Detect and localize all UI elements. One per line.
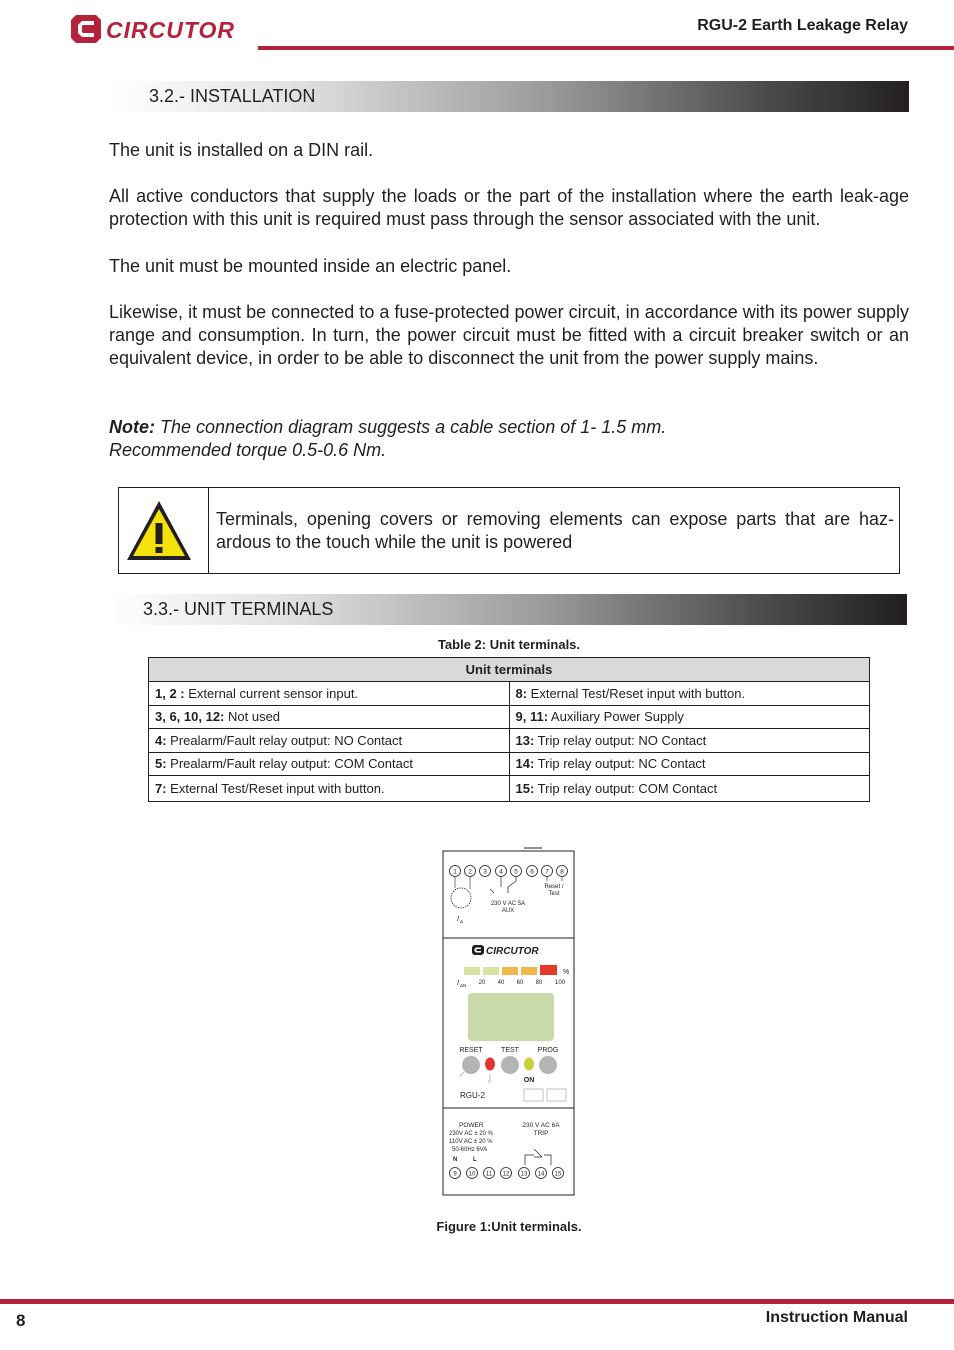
warning-text: Terminals, opening covers or removing elements can expose parts that are haz-ardous to the touch while the unit is powered <box>216 509 894 552</box>
relay-label-2: AUX <box>501 908 515 914</box>
note-label: Note: <box>109 417 155 437</box>
table-cell <box>149 752 510 776</box>
terminal-number: 13 <box>520 1171 528 1178</box>
table-row <box>149 705 870 729</box>
bargraph-scale: 80 <box>535 980 543 986</box>
terminal-number: 5 <box>514 868 518 876</box>
terminal-desc: Prealarm/Fault relay output: NO Contact <box>166 732 403 748</box>
terminal-number: 9 <box>453 1171 457 1178</box>
table-caption: Table 2: Unit terminals. <box>437 637 581 652</box>
terminal-desc: Auxiliary Power Supply <box>548 709 684 725</box>
bargraph-percent: % <box>563 969 570 976</box>
power-spec-2: 110V AC ± 20 % <box>449 1139 493 1145</box>
circutor-logo-text: CIRCUTOR <box>106 17 235 43</box>
lcd-display <box>468 993 554 1041</box>
terminal-number: 14 <box>537 1171 545 1178</box>
terminal-number: 7 <box>545 868 549 876</box>
power-label: POWER <box>459 1122 484 1129</box>
terminal-key: 4: <box>155 732 167 748</box>
reset-button <box>462 1056 480 1074</box>
table-row <box>149 776 870 802</box>
terminal-number: 6 <box>530 868 534 876</box>
model-label: RGU-2 <box>460 1091 485 1100</box>
section-heading-terminals-text: 3.3.- UNIT TERMINALS <box>143 599 334 619</box>
note-line-2: Recommended torque 0.5-0.6 Nm. <box>109 440 387 460</box>
terminal-key: 8: <box>515 685 528 701</box>
circutor-logo-mark <box>71 15 101 43</box>
terminal-key: 13: <box>515 732 535 748</box>
reset-label-1: Reset / <box>544 884 564 890</box>
table-cell <box>509 729 870 753</box>
unit-terminals-figure <box>430 843 590 1199</box>
terminal-key: 9, 11: <box>515 709 549 725</box>
installation-paragraph-1: The unit is installed on a DIN rail. <box>109 140 374 160</box>
trip-relay-label-1: 230 V AC 6A <box>522 1122 560 1129</box>
terminal-number: 10 <box>468 1171 476 1178</box>
terminal-key: 14: <box>515 756 535 772</box>
warning-triangle-icon <box>125 498 193 564</box>
reset-label-2: Test <box>548 891 560 897</box>
prog-button <box>539 1056 557 1074</box>
page-number: 8 <box>16 1311 26 1330</box>
terminal-desc: Trip relay output: NC Contact <box>534 756 706 772</box>
unit-terminals-table <box>148 657 870 802</box>
bargraph-ian-label: I <box>457 980 459 987</box>
bargraph-scale: 100 <box>554 980 566 986</box>
installation-paragraph-3: The unit must be mounted inside an electric panel. <box>109 256 512 276</box>
table-row <box>149 752 870 776</box>
terminal-number: 2 <box>468 868 472 876</box>
prog-button-label: PROG <box>537 1047 559 1054</box>
trip-led <box>485 1058 495 1071</box>
terminal-desc: External current sensor input. <box>184 685 359 701</box>
terminal-key: 1, 2 : <box>155 685 185 701</box>
bargraph-scale: 40 <box>497 980 505 986</box>
terminal-number: 4 <box>499 868 503 876</box>
bargraph-led <box>464 967 480 975</box>
section-heading-installation <box>109 81 909 112</box>
terminal-number: 8 <box>560 868 564 876</box>
reset-button-label: RESET <box>459 1047 483 1054</box>
bargraph-scale: 20 <box>478 980 486 986</box>
table-cell <box>149 776 510 802</box>
warning-box <box>118 487 900 574</box>
terminal-desc: Prealarm/Fault relay output: COM Contact <box>166 756 413 772</box>
circutor-logo <box>70 12 250 46</box>
terminal-desc: External Test/Reset input with button. <box>166 781 385 796</box>
terminal-number: 12 <box>502 1171 510 1178</box>
footer-rule <box>0 1299 954 1304</box>
terminal-number: 11 <box>485 1171 493 1178</box>
footer-title: Instruction Manual <box>765 1309 908 1326</box>
neutral-label: N <box>453 1157 458 1163</box>
sensor-i-label: I <box>457 916 459 923</box>
table-cell <box>509 705 870 729</box>
terminal-desc: Not used <box>224 709 281 725</box>
table-header-row <box>149 658 870 682</box>
bargraph-ian-sub: ΔN <box>460 983 467 988</box>
terminal-number: 1 <box>453 868 457 876</box>
terminal-key: 15: <box>515 781 535 796</box>
table-header-cell: Unit terminals <box>149 658 870 682</box>
table-row <box>149 729 870 753</box>
table-cell <box>149 705 510 729</box>
terminal-number: 15 <box>554 1171 562 1178</box>
table-cell <box>149 682 510 706</box>
line-label: L <box>473 1157 477 1163</box>
bargraph-led <box>483 967 499 975</box>
terminal-key: 7: <box>155 781 167 796</box>
table-cell <box>509 776 870 802</box>
installation-note <box>109 416 909 462</box>
terminal-desc: External Test/Reset input with button. <box>527 685 746 701</box>
sensor-i-sub: Δ <box>460 919 464 924</box>
warning-icon-cell <box>119 488 209 573</box>
installation-paragraph-2: All active conductors that supply the loads or the part of the installation where the earth leak-age protection with this unit is required must pass through the sensor associated with the unit. <box>109 186 909 229</box>
device-logo-text: CIRCUTOR <box>486 946 539 957</box>
trip-relay-label-2: TRIP <box>533 1130 549 1137</box>
header-title: RGU-2 Earth Leakage Relay <box>697 17 908 34</box>
terminal-key: 5: <box>155 756 167 772</box>
terminal-desc: Trip relay output: NO Contact <box>534 732 707 748</box>
terminal-number: 3 <box>483 868 487 876</box>
on-led <box>524 1058 534 1071</box>
relay-label-1: 230 V AC 5A <box>490 901 526 907</box>
figure-caption: Figure 1:Unit terminals. <box>436 1219 582 1234</box>
terminal-desc: Trip relay output: COM Contact <box>534 781 718 796</box>
table-cell <box>509 752 870 776</box>
bargraph-scale: 60 <box>516 980 524 986</box>
test-button-label: TEST <box>501 1047 519 1054</box>
table-cell <box>509 682 870 706</box>
on-label: ON <box>523 1077 535 1084</box>
bargraph-led <box>521 967 537 975</box>
table-row <box>149 682 870 706</box>
table-cell <box>149 729 510 753</box>
power-spec-1: 230V AC ± 20 % <box>449 1131 493 1137</box>
terminal-key: 3, 6, 10, 12: <box>155 709 225 725</box>
bargraph-led <box>502 967 518 975</box>
test-button <box>501 1056 519 1074</box>
installation-paragraph-4: Likewise, it must be connected to a fuse-protected power circuit, in accordance with its power supply range and consumption. In turn, the power circuit must be fitted with a circuit breaker switch or an equivalent device, in order to be able to disconnect the unit from the power supply mains. <box>109 302 909 368</box>
bargraph-led <box>540 965 557 975</box>
section-heading-terminals <box>103 594 907 625</box>
power-spec-3: 50-60Hz 6VA <box>452 1147 488 1153</box>
note-line-1: The connection diagram suggests a cable section of 1- 1.5 mm. <box>160 417 667 437</box>
header-rule <box>258 46 954 50</box>
section-heading-installation-text: 3.2.- INSTALLATION <box>149 86 316 106</box>
